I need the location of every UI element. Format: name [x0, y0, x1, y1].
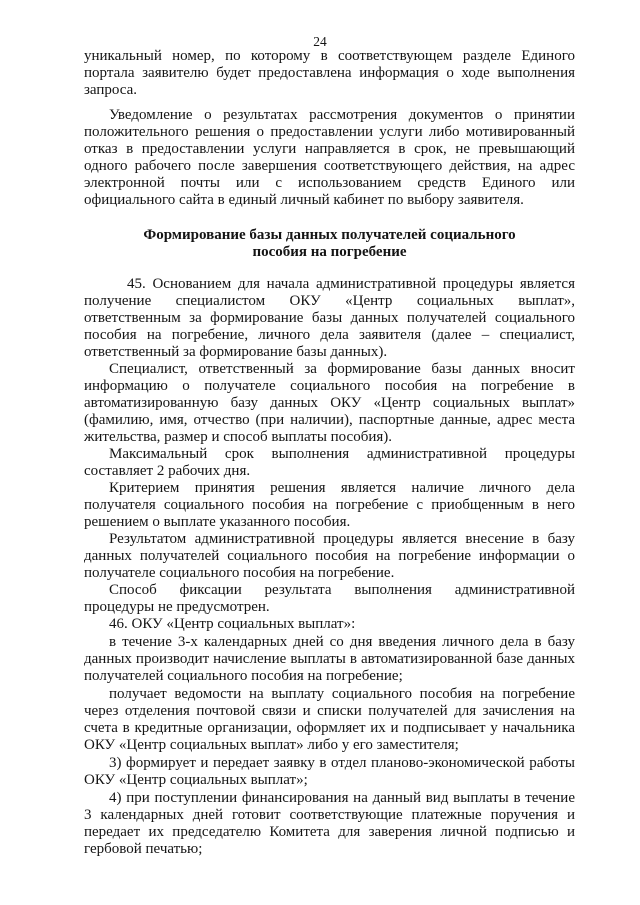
text-line: официального сайта в единый личный кабинет по выбору заявителя.	[84, 192, 524, 208]
text-line: 4) при поступлении финансирования на данный вид выплаты в течение	[109, 790, 575, 806]
text-line: данных получателей социального пособия на погребение информации о	[84, 548, 575, 564]
text-line: получателей социального пособия на погребение;	[84, 668, 403, 684]
text-line: отказ в предоставлении услуги направляется в срок, не превышающий	[84, 141, 575, 157]
text-line: информацию о получателе социального пособия на погребение в	[84, 378, 575, 394]
text-line: Результатом административной процедуры является внесение в базу	[109, 531, 575, 547]
text-line: счета в кредитные организации, оформляет их и подписывает у начальника	[84, 720, 575, 736]
text-line: Критерием принятия решения является наличие личного дела	[109, 480, 575, 496]
text-line: жительства, размер и способ выплаты пособия).	[84, 429, 393, 445]
text-line: ответственный за формирование базы данных).	[84, 344, 388, 360]
text-line: передает их председателю Комитета для заверения личной подписью и	[84, 824, 575, 840]
text-line: Специалист, ответственный за формирование базы данных вносит	[109, 361, 575, 377]
text-line: получателя социального пособия на погребение с приобщенным в него	[84, 497, 575, 513]
text-line: ОКУ «Центр социальных выплат»;	[84, 772, 308, 788]
text-line: составляет 2 рабочих дня.	[84, 463, 251, 479]
text-line: пособия на погребение, личного дела заявителя (далее – специалист,	[84, 327, 575, 343]
text-line: Способ фиксации результата выполнения административной	[109, 582, 575, 598]
text-line: данных производит начисление выплаты в автоматизированной базе данных	[84, 651, 575, 667]
text-line: через отделения почтовой связи и списки получателей для зачисления на	[84, 703, 575, 719]
text-line: портала заявителю будет предоставлена информация о ходе выполнения	[84, 65, 575, 81]
text-line: Уведомление о результатах рассмотрения документов о принятии	[109, 107, 575, 123]
text-line: гербовой печатью;	[84, 841, 203, 857]
section-heading-line: Формирование базы данных получателей социального	[143, 227, 516, 243]
text-line: 3 календарных дней готовит соответствующие платежные поручения и	[84, 807, 575, 823]
text-line: уникальный номер, по которому в соответствующем разделе Единого	[84, 48, 575, 64]
text-line: получение специалистом ОКУ «Центр социальных выплат»,	[84, 293, 575, 309]
text-line: 46. ОКУ «Центр социальных выплат»:	[109, 616, 356, 632]
text-line: в течение 3-х календарных дней со дня введения личного дела в базу	[109, 634, 575, 650]
text-line: ОКУ «Центр социальных выплат» либо у его заместителя;	[84, 737, 459, 753]
text-line: автоматизированную базу данных ОКУ «Центр социальных выплат»	[84, 395, 575, 411]
text-line: запроса.	[84, 82, 138, 98]
text-line: получателе социального пособия на погребение.	[84, 565, 395, 581]
text-line: одного рабочего после завершения соответствующего действия, на адрес	[84, 158, 575, 174]
text-line: электронной почты или с использованием средств Единого или	[84, 175, 575, 191]
text-line: процедуры не предусмотрен.	[84, 599, 270, 615]
text-line: 45. Основанием для начала административной процедуры является	[127, 276, 575, 292]
text-line: получает ведомости на выплату социального пособия на погребение	[109, 686, 575, 702]
page-number: 24	[313, 34, 327, 49]
text-line: 3) формирует и передает заявку в отдел планово-экономической работы	[109, 755, 575, 771]
text-line: положительного решения о предоставлении услуги либо мотивированный	[84, 124, 575, 140]
text-line: (фамилию, имя, отчество (при наличии), паспортные данные, адрес места	[84, 412, 575, 428]
section-heading-line: пособия на погребение	[252, 244, 407, 260]
text-line: решением о выплате указанного пособия.	[84, 514, 351, 530]
text-line: ответственным за формирование базы данных получателей социального	[84, 310, 575, 326]
text-line: Максимальный срок выполнения административной процедуры	[109, 446, 575, 462]
